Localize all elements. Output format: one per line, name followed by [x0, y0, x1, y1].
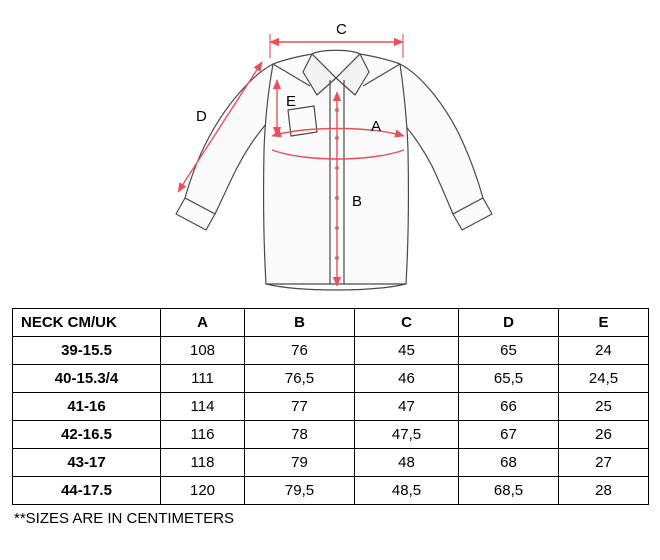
column-header-d: D [459, 309, 559, 337]
column-header-c: C [355, 309, 459, 337]
cell-d: 65,5 [459, 365, 559, 393]
cell-b: 77 [245, 393, 355, 421]
left-sleeve [185, 64, 273, 214]
cell-size: 44-17.5 [13, 477, 161, 505]
column-header-a: A [161, 309, 245, 337]
dimension-label-e: E [286, 93, 297, 110]
cell-size: 39-15.5 [13, 337, 161, 365]
cell-b: 76 [245, 337, 355, 365]
cell-d: 65 [459, 337, 559, 365]
cell-c: 46 [355, 365, 459, 393]
column-header-b: B [245, 309, 355, 337]
cell-c: 47,5 [355, 421, 459, 449]
cell-c: 48,5 [355, 477, 459, 505]
cell-e: 24,5 [559, 365, 649, 393]
cell-e: 28 [559, 477, 649, 505]
dimension-label-b: B [352, 193, 363, 210]
table-row [13, 337, 649, 365]
dimension-label-a: A [371, 118, 382, 135]
cell-a: 114 [161, 393, 245, 421]
table-row [13, 477, 649, 505]
cell-c: 45 [355, 337, 459, 365]
cell-b: 76,5 [245, 365, 355, 393]
table-row [13, 365, 649, 393]
cell-size: 41-16 [13, 393, 161, 421]
shirt-outline [176, 50, 492, 290]
dimension-label-d: D [196, 108, 207, 125]
cell-a: 118 [161, 449, 245, 477]
cell-c: 47 [355, 393, 459, 421]
cell-size: 40-15.3/4 [13, 365, 161, 393]
column-header-e: E [559, 309, 649, 337]
cell-e: 24 [559, 337, 649, 365]
cell-c: 48 [355, 449, 459, 477]
shirt-hem [266, 284, 406, 290]
table-row [13, 421, 649, 449]
cell-size: 42-16.5 [13, 421, 161, 449]
cell-e: 25 [559, 393, 649, 421]
cell-d: 66 [459, 393, 559, 421]
cell-a: 116 [161, 421, 245, 449]
units-footnote: **SIZES ARE IN CENTIMETERS [14, 510, 235, 527]
cell-d: 67 [459, 421, 559, 449]
cell-a: 120 [161, 477, 245, 505]
size-table [12, 308, 649, 505]
cell-size: 43-17 [13, 449, 161, 477]
cell-b: 79,5 [245, 477, 355, 505]
dimension-label-c: C [336, 21, 347, 38]
table-row [13, 393, 649, 421]
cell-d: 68 [459, 449, 559, 477]
cell-d: 68,5 [459, 477, 559, 505]
table-row [13, 449, 649, 477]
neck-opening [312, 50, 360, 54]
column-header-neck: NECK CM/UK [13, 309, 161, 337]
table-header-row [13, 309, 649, 337]
right-sleeve [400, 64, 483, 214]
cell-e: 26 [559, 421, 649, 449]
cell-b: 78 [245, 421, 355, 449]
cell-b: 79 [245, 449, 355, 477]
cell-a: 111 [161, 365, 245, 393]
cell-a: 108 [161, 337, 245, 365]
cell-e: 27 [559, 449, 649, 477]
